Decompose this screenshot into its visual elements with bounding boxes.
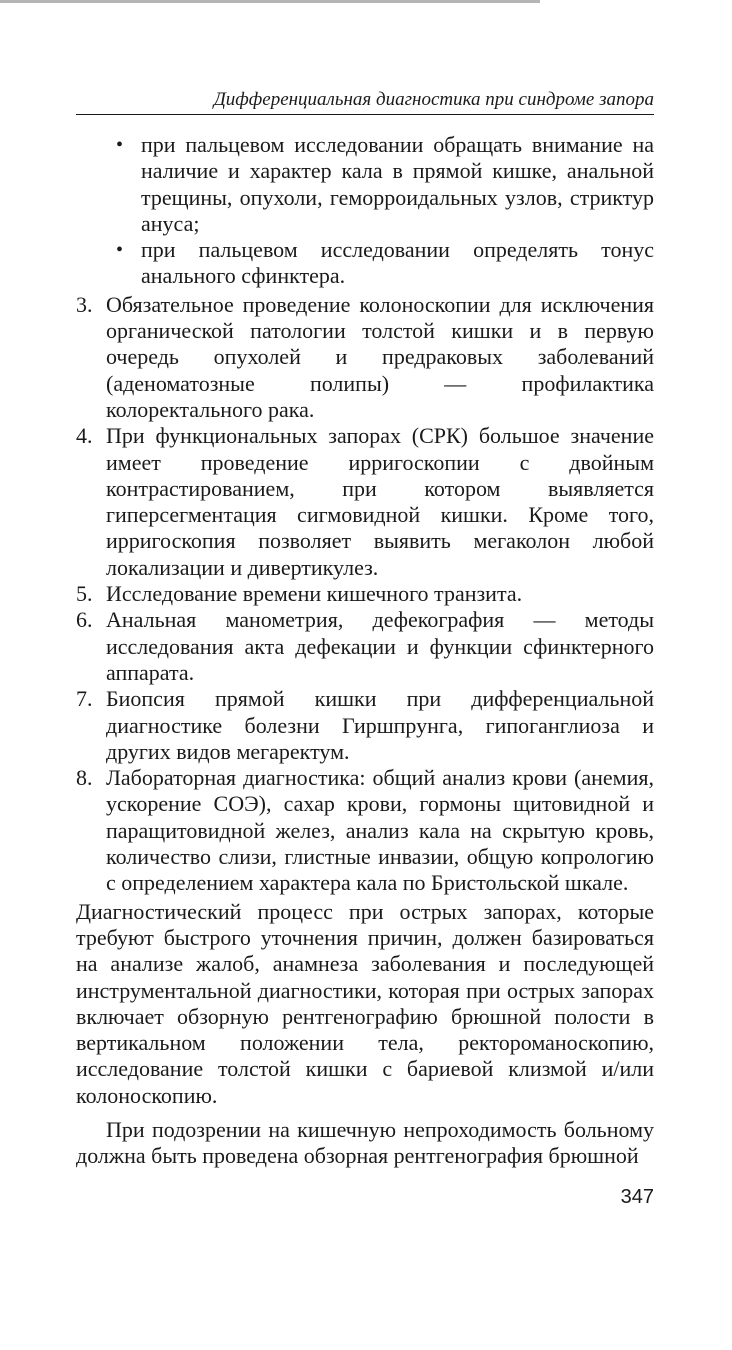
body-paragraph: Диагностический процесс при острых запорах, которые требуют быстрого уточнения причин, должен базироваться на анализе жалоб, анамнеза заболевания и последующей инструментальной диагностики, которая при острых запорах включает обзорную рентгенографию брюшной полости в вертикальном положении тела, ректороманоскопию, исследование толстой кишки с бариевой клизмой и/или колоноскопию. xyxy=(76,898,654,1108)
numbered-item xyxy=(76,607,654,686)
numbered-item xyxy=(76,581,654,607)
bullet-item: • при пальцевом исследовании обращать внимание на наличие и характер кала в прямой кишке, анальной трещины, опухоли, геморроидальных узлов, стриктур ануса; xyxy=(76,132,654,237)
item-text: Обязательное проведение колоноскопии для исключения органической патологии толстой кишки и в первую очередь опухолей и предраковых заболеваний (аденоматозные полипы) — профилактика колоректального рака. xyxy=(106,291,654,422)
bullet-item: • при пальцевом исследовании определять тонус анального сфинктера. xyxy=(76,237,654,290)
item-number: 3. xyxy=(76,291,93,317)
item-text: Анальная манометрия, дефекография — методы исследования акта дефекации и функции сфинктерного аппарата. xyxy=(106,607,654,685)
item-text: Лабораторная диагностика: общий анализ крови (анемия, ускорение СОЭ), сахар крови, гормоны щитовидной и паращитовидной желез, анализ кала на скрытую кровь, количество слизи, глистные инвазии, общую копрологию с определением характера кала по Бристольской шкале. xyxy=(106,765,654,896)
bullet-list xyxy=(76,132,654,290)
item-number: 6. xyxy=(76,607,93,633)
top-scan-rule xyxy=(0,0,540,3)
running-header: Дифференциальная диагностика при синдроме запора xyxy=(76,88,654,115)
numbered-list xyxy=(76,292,654,897)
page-number: 347 xyxy=(620,1186,654,1208)
item-number: 7. xyxy=(76,686,93,712)
body-paragraph: При подозрении на кишечную непроходимость больному должна быть проведена обзорная рентгенография брюшной xyxy=(76,1116,654,1169)
numbered-item xyxy=(76,765,654,896)
item-number: 4. xyxy=(76,423,93,449)
item-number: 8. xyxy=(76,765,93,791)
item-text: Исследование времени кишечного транзита. xyxy=(106,581,523,607)
page-body xyxy=(76,132,654,1170)
numbered-item xyxy=(76,292,654,423)
item-text: При функциональных запорах (СРК) большое значение имеет проведение ирригоскопии с двойным контрастированием, при котором выявляется гиперсегментация сигмовидной кишки. Кроме того, ирригоскопия позволяет выявить мегаколон любой локализации и дивертикулез. xyxy=(106,423,654,580)
numbered-item xyxy=(76,686,654,765)
item-text: Биопсия прямой кишки при дифференциальной диагностике болезни Гиршпрунга, гипоганглиоза и других видов мегаректум. xyxy=(106,686,654,764)
item-number: 5. xyxy=(76,581,93,607)
numbered-item xyxy=(76,423,654,581)
